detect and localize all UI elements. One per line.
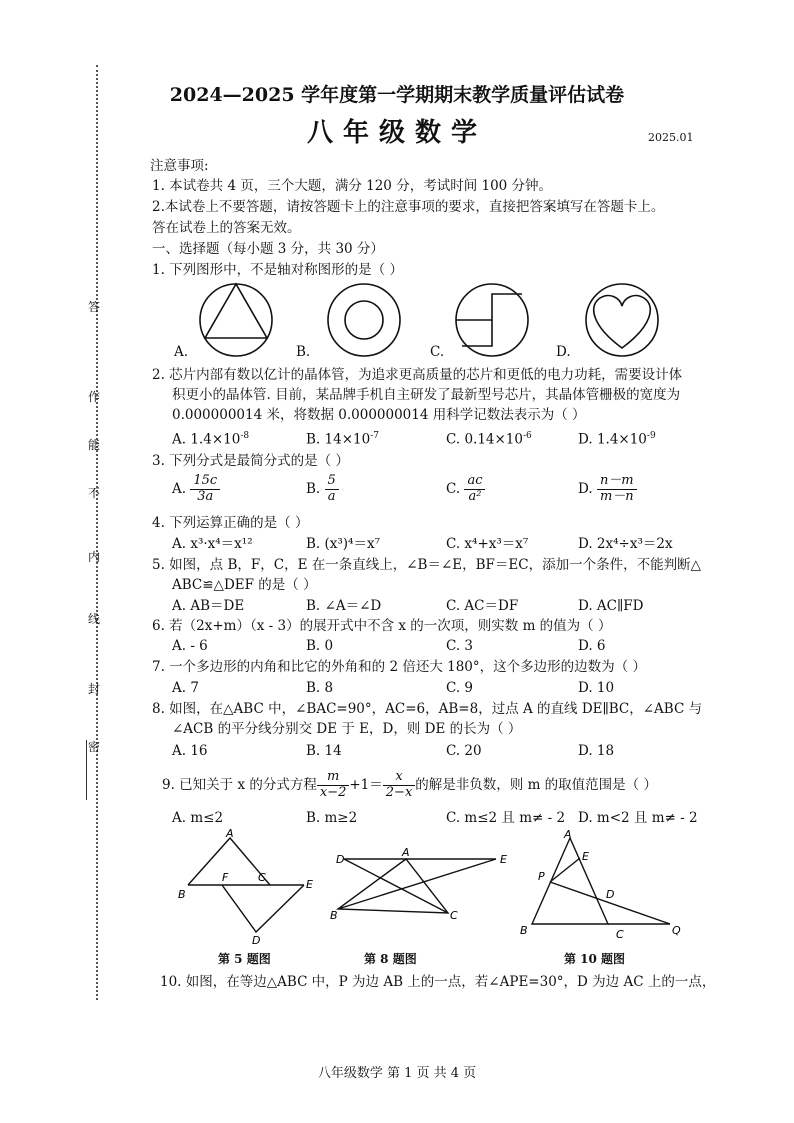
binding-dotted-line [96,65,98,1000]
q4-option-d: D. 2x⁴÷x³＝2x [578,536,673,552]
q3-option-b: B. $\frac{5}{a}$ [306,474,339,505]
figure-concentric-circles [328,284,400,356]
subject-title: 八年级数学 [306,118,487,148]
fig10-point-e: E [582,850,589,863]
q5-option-c: C. AC＝DF [446,598,519,614]
q6-option-c: C. 3 [446,638,474,654]
question-stem: ∠ACB 的平分线分别交 DE 于 E，D，则 DE 的长为（ ） [172,721,522,737]
q1-option-d: D. [556,344,571,360]
fig8-point-d: D [336,853,345,866]
figure-circle-square [456,284,528,356]
q4-option-c: C. x⁴+x³＝x⁷ [446,536,529,552]
seal-char: 内 [88,550,101,564]
exam-date: 2025.01 [648,131,694,144]
fig8-point-a: A [402,846,410,859]
q8-option-a: A. 16 [172,743,208,759]
figure-caption: 第 5 题图 [218,952,271,966]
seal-char: 线 [88,612,101,626]
q2-option-c: C. $0.14\times 10^{-6}$ [446,431,532,448]
q7-option-c: C. 9 [446,680,474,696]
figure-circle-heart [586,284,658,356]
fig8-point-e: E [500,853,507,866]
q8-option-d: D. 18 [578,743,615,759]
q9-option-b: B. m≥2 [306,810,358,826]
fig5-point-b: B [178,888,186,901]
fig10-point-q: Q [672,924,681,937]
seal-char: 答 [88,300,101,314]
seal-char: 密 [88,740,101,754]
q9-option-a: A. m≤2 [172,810,224,826]
question-stem: 2. 芯片内部有数以亿计的晶体管，为追求更高质量的芯片和更低的电力功耗，需要设计体 [152,367,683,383]
fig8-point-c: C [450,909,458,922]
q6-option-b: B. 0 [306,638,334,654]
q6-option-a: A. - 6 [172,638,208,654]
q8-option-c: C. 20 [446,743,482,759]
question-stem: 6. 若（2x+m）（x - 3）的展开式中不含 x 的一次项，则实数 m 的值为（ ） [152,618,612,634]
question-stem: 8. 如图，在△ABC 中，∠BAC=90°，AC=6，AB=8，过点 A 的直线 DE∥BC，∠ABC 与 [152,701,703,717]
question-stem: 1. 下列图形中，不是轴对称图形的是（ ） [152,262,403,278]
q6-option-d: D. 6 [578,638,606,654]
section-heading: 一、选择题（每小题 3 分，共 30 分） [152,241,384,257]
q7-option-b: B. 8 [306,680,334,696]
figure-q8 [330,845,520,927]
fig5-point-f: F [222,871,229,884]
exam-title: 2024—2025 学年度第一学期期末教学质量评估试卷 [169,84,625,106]
q1-option-c: C. [430,344,445,360]
notes-line: 答在试卷上的答案无效。 [152,220,301,236]
notes-heading: 注意事项: [150,158,209,174]
q4-option-a: A. x³·x⁴＝x¹² [172,536,253,552]
fig10-point-c: C [616,928,624,940]
q3-option-d: D. $\frac{n-m}{m-n}$ [578,474,637,505]
q1-figures [190,282,720,362]
figure-caption: 第 10 题图 [564,952,626,966]
seal-char: 能 [88,438,101,452]
page-footer: 八年级数学 第 1 页 共 4 页 [317,1066,477,1081]
q5-option-b: B. ∠A＝∠D [306,598,382,614]
q7-option-d: D. 10 [578,680,615,696]
question-stem: 积更小的晶体管. 目前，某品牌手机自主研发了最新型号芯片，其晶体管栅极的宽度为 [172,387,681,403]
margin-rule [86,740,87,800]
q9-option-c: C. m≤2 且 m≠ - 2 [446,810,566,826]
fig8-point-b: B [330,909,338,922]
question-stem: ABC≌△DEF 的是（ ） [172,577,317,593]
figure-q5 [176,828,316,946]
q3-option-a: A. $\frac{15c}{3a}$ [172,474,220,505]
q2-option-d: D. $1.4\times 10^{-9}$ [578,431,656,448]
fig5-point-c: C [258,871,266,884]
fig5-point-e: E [306,878,313,891]
notes-line: 2.本试卷上不要答题，请按答题卡上的注意事项的要求，直接把答案填写在答题卡上。 [152,199,665,215]
q7-option-a: A. 7 [172,680,199,696]
q2-option-a: A. $1.4\times 10^{-8}$ [172,431,250,448]
seal-char: 不 [88,486,101,500]
fig10-point-p: P [538,870,545,883]
question-stem: 10. 如图，在等边△ABC 中，P 为边 AB 上的一点，若∠APE=30°，D 为边 AC 上的一点， [160,974,716,990]
question-stem: 0.000000014 米，将数据 0.000000014 用科学记数法表示为（ ） [172,407,586,423]
q1-option-a: A. [174,344,189,360]
question-stem: 4. 下列运算正确的是（ ） [152,515,309,531]
q2-option-b: B. $14\times 10^{-7}$ [306,431,379,448]
question-stem: 5. 如图，点 B，F，C，E 在一条直线上，∠B＝∠E，BF＝EC，添加一个条件，不能判断△ [152,557,701,573]
fig10-point-d: D [606,888,615,901]
q5-option-a: A. AB＝DE [172,598,245,614]
seal-char: 作 [88,390,101,404]
figure-circle-triangle [200,284,272,356]
figure-q10 [514,828,686,940]
question-stem: 3. 下列分式是最简分式的是（ ） [152,453,349,469]
seal-char: 封 [88,682,101,696]
fig5-point-d: D [252,934,261,946]
q8-option-b: B. 14 [306,743,342,759]
q4-option-b: B. (x³)⁴＝x⁷ [306,536,380,552]
fig10-point-a: A [564,828,572,841]
notes-line: 1. 本试卷共 4 页，三个大题，满分 120 分，考试时间 100 分钟。 [152,178,553,194]
q3-option-c: C. $\frac{ac}{\text{a²}}$ [446,474,485,505]
q5-option-d: D. AC∥FD [578,598,644,614]
question-stem: 9. 已知关于 x 的分式方程 $\frac{m}{x-2}$ +1＝ $\frac{x}{2-x}$ 的解是非负数，则 m 的取值范围是（ ） [162,769,657,800]
q9-option-d: D. m<2 且 m≠ - 2 [578,810,698,826]
q1-option-b: B. [296,344,311,360]
fig5-point-a: A [226,828,234,840]
fig10-point-b: B [520,924,528,937]
question-stem: 7. 一个多边形的内角和比它的外角和的 2 倍还大 180°，这个多边形的边数为（ ） [152,659,646,675]
figure-caption: 第 8 题图 [364,952,417,966]
